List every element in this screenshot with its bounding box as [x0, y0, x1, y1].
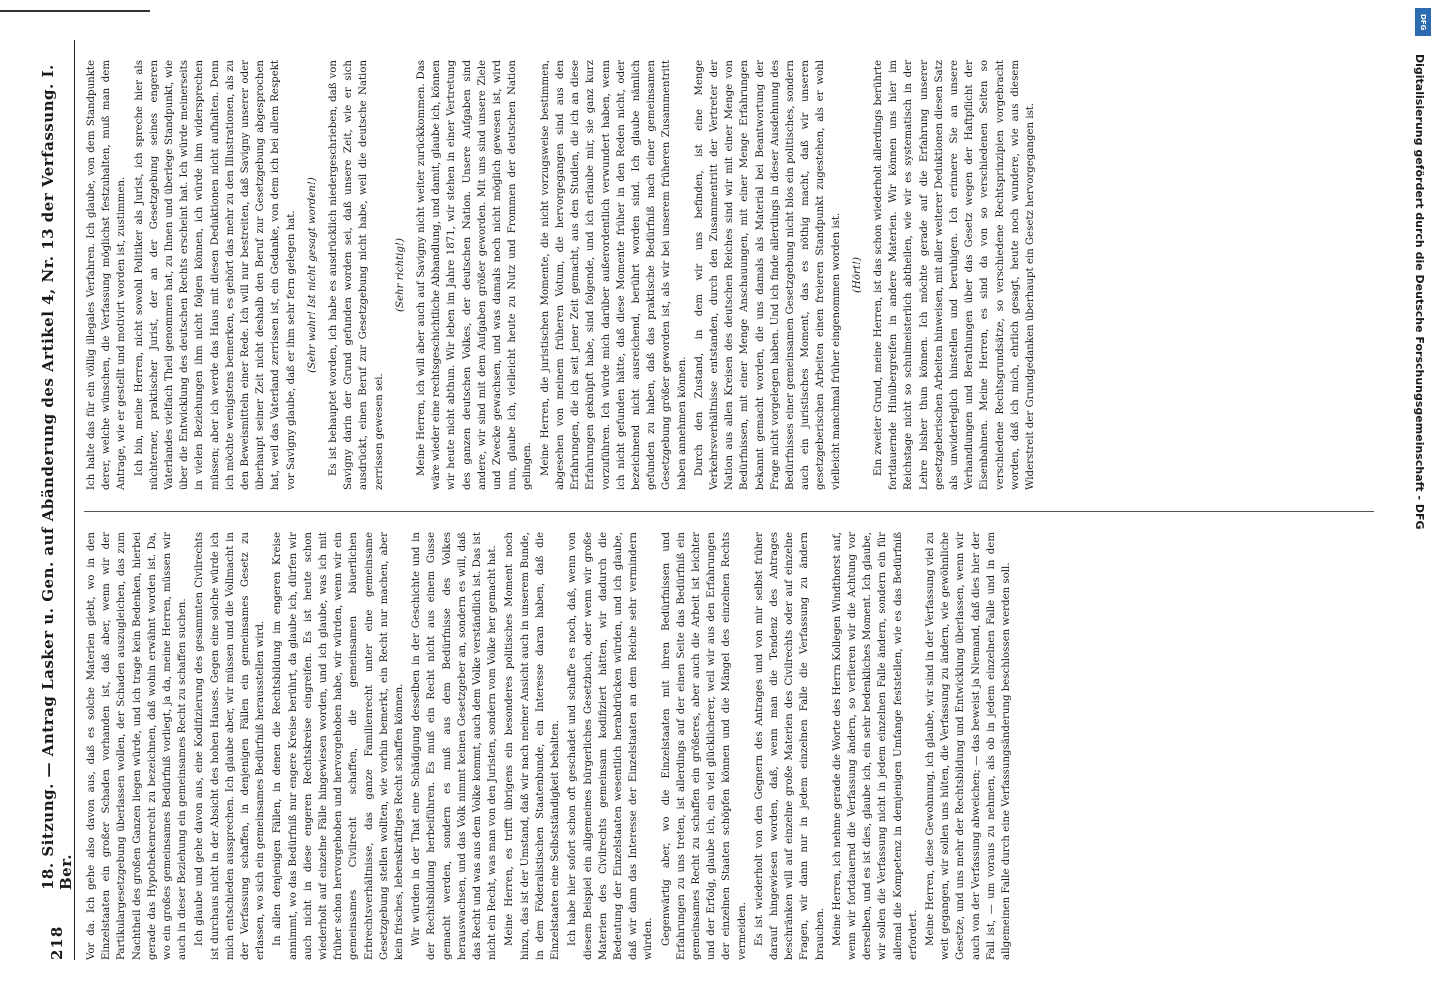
paragraph: Meine Herren, ich will aber auch auf Savigny nicht weiter zurückkommen. Das wäre wieder eine rechtsgeschichtliche Abhandlung, und damit, glaube ich, können wir heute nicht abthun. Wir leben im Jahre 1871, wir stehen in einer Vertretung des ganzen deutschen Volkes, der deutschen Nation. Unsere Aufgaben sind andere, wir sind mit dem Aufgaben größer geworden. Mit uns sind unsere Ziele und Zwecke gewachsen, und was damals noch nicht möglich gewesen ist, wird nun, glaube ich, vielleicht heute zu Nutz und Frommen der deutschen Nation gelingen.	[416, 60, 534, 490]
interjection: (Sehr richtig!)	[394, 238, 406, 312]
paragraph: Meine Herren, diese Gewohnung, ich glaube, wir sind in der Verfassung viel zu weit gegangen, wir sollen uns hüten, die Verfassung zu ändern, wie gewöhnliche Gesetze, und uns mehr der Rechtsbildung und Entwicklung überlassen, wenn wir auch von der Verfassung abweichen; — das beweist ja Niemand, daß dies hier der Fall ist, — um voraus zu nehmen, als ob in jedem einzelnen Falle und in dem allgemeinen Falle durch eine Verfassungsänderung beschlossen werden soll.	[924, 532, 1012, 960]
interjection: (Sehr wahr! Ist nicht gesagt worden!)	[306, 177, 318, 373]
paragraph: Ich habe hier sofort schon oft geschadet und schaffe es noch, daß, wenn von diesem Beispiel ein allgemeines bürgerliches Gesetzbuch, oder wenn wir große Materien des Civilrechts gemeinsam kodifiziert hätten, wir dadurch die Bedeutung der Einzelstaaten wesentlich herabdrücken würden, und ich glaube, daß wir dann das Interesse der Einzelstaaten an dem Reiche sehr vermindern würden.	[567, 532, 655, 960]
scan-edge-mark	[0, 8, 150, 14]
paragraph: Ich glaube und gehe davon aus, eine Kodifizierung des gesammten Civilrechts ist durchaus nicht in der Absicht des hohen Hauses. Gegen eine solche würde ich mich entschieden aussprechen. Ich glaube aber, wir müssen und die Vollmacht in der Verfassung schaffen, in denjenigen Fällen ein gemeinsames Gesetz zu erlassen, wo sich ein gemeinsames Bedürfniß herausstellen wird.	[194, 532, 267, 960]
paragraph: In allen denjenigen Fällen, in denen die Rechtsbildung im engeren Kreise annimmt, wo das Bedürfniß nur engere Kreise berührt, da glaube ich, dürfen wir auch nicht in diese engeren Rechtskreise eingreifen. Es ist heute schon wiederholt auf einzelne Fälle hingewiesen worden, und ich glaube, was ich mit früher schon hervorgehoben und hervorgehoben habe, wir würden, wenn wir ein gemeinsames Civilrecht schaffen, die gemeinsamen bäuerlichen Erbrechtsverhältnisse, das ganze Familienrecht unter eine gemeinsame Gesetzgebung stellen wollten, wie vorhin bemerkt, ein Recht nur machen, aber kein frisches, lebenskräftiges Recht schaffen können.	[272, 532, 406, 960]
column-divider	[84, 511, 1374, 512]
paragraph: Durch den Zustand, in dem wir uns befinden, ist eine Menge Verkehrsverhältnisse entstanden, durch den Zusammentritt der Vertreter der Nation aus allen Kreisen des deutschen Reiches sind wir mit einer Menge von Bedürfnissen, mit einer Menge Anschauungen, mit einer Menge Erfahrungen bekannt gemacht worden, die uns damals als Material bei Beantwortung der Frage nicht vorgelegen haben. Und ich finde allerdings in dieser Ausdehnung des Bedürfnisses einer gemeinsamen Gesetzgebung nicht blos ein politisches, sondern auch ein juristisches Moment, das es nöthig macht, daß wir unseren gesetzgeberischen Arbeiten einen freieren Standpunkt zugestehen, als er wohl vielleicht manchmal früher eingenommen worden ist.	[693, 60, 842, 490]
right-column	[84, 60, 1374, 490]
document-page	[40, 40, 1380, 960]
paragraph: Wir würden in der That eine Schädigung desselben in der Geschichte und in der Rechtsbildung herbeiführen. Es muß ein Recht nicht aus einem Gusse gemacht werden, sondern es muß aus dem Bedürfnisse des Volkes herauswachsen, und das Volk nimmt keinen Gesetzgeber an, sondern es will, daß das Recht und was aus dem Volke kommt, auch dem Volke verständlich ist. Das ist nicht ein Recht, was man von den Juristen, sondern vom Volke her gemacht hat.	[411, 532, 499, 960]
digitization-note	[1412, 14, 1432, 974]
paragraph: Meine Herren, es trifft übrigens ein besonderes politisches Moment noch hinzu, das ist der Umstand, daß wir nach meiner Ansicht auch in unserem Bunde, in dem Föderalistischen Staatenbunde, ein Interesse daran haben, daß die Einzelstaaten eine Selbstständigkeit behalten.	[504, 532, 562, 960]
left-column	[84, 532, 1374, 960]
paragraph: Es ist wiederholt von den Gegnern des Antrages und von mir selbst früher darauf hingewiesen worden, daß, wenn man die Tendenz des Antrages beschränken will auf einzelne große Materien des Civilrechts oder auf einzelne Fragen, wir dann nur in jedem einzelnen Falle die Verfassung zu ändern brauchen.	[753, 532, 826, 960]
paragraph: Ich halte das für ein völlig illegales Verfahren. Ich glaube, von dem Standpunkte derer, welche wünschen, die Verfassung möglichst festzuhalten, muß man dem Antrage, wie er gestellt und motivirt worden ist, zustimmen.	[86, 60, 128, 490]
paragraph: Gegenwärtig aber, wo die Einzelstaaten mit ihren Bedürfnissen und Erfahrungen zu uns treten, ist allerdings auf der einen Seite das Bedürfniß ein gemeinsames Recht zu schaffen ein größeres, aber auch die Arbeit ist leichter und der Erfolg, glaube ich, ein viel glücklicherer, weil wir aus den Erfahrungen der einzelnen Staaten schöpfen können und die Mängel des einzelnen Rechts vermeiden.	[660, 532, 748, 960]
page-header	[40, 40, 75, 960]
paragraph: Ein zweiter Grund, meine Herren, ist das schon wiederholt allerdings berührte fortdauernde Hinübergreifen in andere Materien. Wir können uns hier im Reichstage nicht so schulmeisterlich abtheilen, wie wir es systematisch in der Lehre bisher thun können. Ich möchte gerade auf die Erfahrung unserer gesetzgeberischen Arbeiten hinweisen, mit aller weiterer Deduktionen diesen Satz als unwiderleglich hinstellen und beruhigen. Ich erinnere Sie an unsere Verhandlungen und Berathungen über das Gesetz wegen der Haftpflicht der Eisenbahnen. Meine Herren, es sind da von so verschiedenen Seiten so verschiedene Rechtsgrundsätze, so verschiedene Rechtsprinzipien vorgebracht worden, daß ich mich, ehrlich gesagt, heute noch wundere, wie aus diesem Widerstreit der Grundgedanken überhaupt ein Gesetz hervorgegangen ist.	[872, 60, 1036, 490]
paragraph: Es ist behauptet worden, ich habe es ausdrücklich niedergeschrieben, daß von Savigny darin der Grund gefunden worden sei, daß unsere Zeit, wie er sich ausdrückt, einen Beruf zur Gesetzgebung nicht habe, weil die deutsche Nation zerrissen gewesen sei.	[328, 60, 385, 490]
digitization-note-text: Digitalisierung gefördert durch die Deutsche Forschungsgemeinschaft - DFG	[1413, 54, 1426, 530]
dfg-logo: DFG	[1415, 8, 1431, 36]
paragraph: Ich bin, meine Herren, nicht sowohl Politiker als Jurist, ich spreche hier als nüchterner, praktischer Jurist, der an der Gesetzgebung seines engeren Vaterlandes vielfach Theil genommen hat, zu Ihnen und überlege Standpunkt, wie über die Entwicklung des deutschen Rechts erscheint hat. Ich würde meinerseits in vielen Beziehungen ihm nicht folgen können, ich würde ihm widersprechen müssen; aber ich werde das Haus mit diesen Deduktionen nicht aufhalten. Denn ich möchte wenigstens bemerken, es gehört das mehr zu den Illustrationen, als zu den Beweismitteln einer Rede. Ich will nur bestreiten, daß Savigny unserer oder überhaupt seiner Zeit nicht deshalb den Beruf zur Gesetzgebung abgesprochen hat, weil das Vaterland zerrissen ist, ein Gedanke, von dem ich bei allem Respekt vor Savigny glaube, daß er ihm sehr fern gelegen hat.	[133, 60, 297, 490]
paragraph: Vor da. Ich gehe also davon aus, daß es solche Materien giebt, wo in den Einzelstaaten ein großer Schaden vorhanden ist, daß aber, wenn wir der Partikulargesetzgebung überlassen wollen, der Schaden auszugleichen, das zum Nachtheil des großen Ganzen liegen würde, und ich trage kein Bedenken, hierbei gerade das Hypothekenrecht zu bezeichnen, daß wohin erwähnt worden ist. Da, wo ein großes gemeinsames Bedürfniß vorliegt, ja da, meine Herren, müssen wir auch in dieser Beziehung ein gemeinsames Recht zu schaffen suchen.	[86, 532, 189, 960]
page-number: 218	[48, 925, 66, 960]
paragraph: Meine Herren, ich nehme gerade die Worte des Herrn Kollegen Windthorst auf, wenn wir fortdauernd die Verfassung ändern, so verlieren wir die Achtung vor derselben, und es ist dies, glaube ich, ein sehr bedenkliches Moment. Ich glaube, wir sollen die Verfassung nicht in jedem einzelnen Falle ändern, sondern ein für allemal die Kompetenz in demjenigen Umfange feststellen, wie es das Bedürfniß erfordert.	[831, 532, 919, 960]
paragraph: Meine Herren, die juristischen Momente, die nicht vorzugsweise bestimmen, abgesehen von meinem früheren Votum, die hervorgegangen sind aus den Erfahrungen, die ich seit jener Zeit gemacht, aus den Studien, die ich an diese Erfahrungen geknüpft habe, sind folgende, und ich erlaube mir, sie ganz kurz vorzuführen. Ich würde mich darüber außerordentlich verwundert haben, wenn ich nicht gefunden hätte, daß diese Momente früher in den Reden nicht, oder bezeichnend nicht ausreichend, berührt worden sind. Ich glaube nämlich gefunden zu haben, daß das praktische Bedürfniß nach einer gemeinsamen Gesetzgebung größer geworden ist, als wir bei unserem früheren Zusammentritt haben annehmen können.	[539, 60, 688, 490]
page-title: 18. Sitzung. — Antrag Lasker u. Gen. auf Abänderung des Artikel 4, Nr. 13 der Verfassung. I. Ber.	[39, 64, 75, 890]
interjection: (Hört!)	[851, 256, 863, 294]
